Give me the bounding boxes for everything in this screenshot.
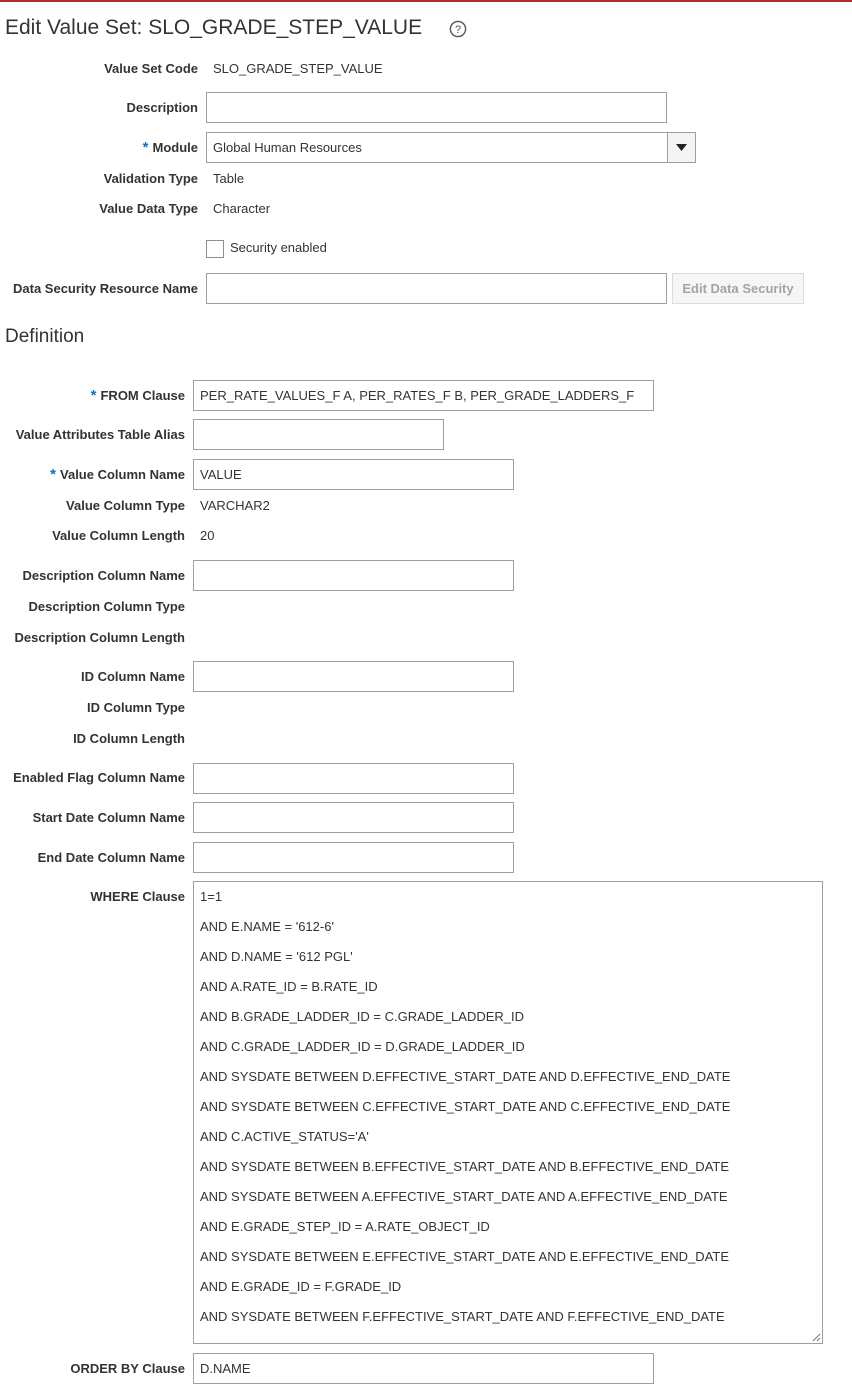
id-column-name-input[interactable] — [193, 661, 514, 692]
where-clause-line: AND B.GRADE_LADDER_ID = C.GRADE_LADDER_ID — [200, 1009, 525, 1024]
required-marker: * — [142, 139, 149, 156]
required-marker: * — [50, 466, 57, 483]
validation-type-value: Table — [213, 171, 245, 186]
where-clause-line: AND SYSDATE BETWEEN F.EFFECTIVE_START_DATE AND F.EFFECTIVE_END_DATE — [200, 1309, 725, 1324]
order-by-clause-input[interactable]: D.NAME — [193, 1353, 654, 1384]
value-attributes-table-alias-label: Value Attributes Table Alias — [15, 427, 185, 442]
module-label: * Module — [142, 139, 198, 156]
where-clause-line: AND SYSDATE BETWEEN A.EFFECTIVE_START_DATE AND A.EFFECTIVE_END_DATE — [200, 1189, 728, 1204]
value-column-type-value: VARCHAR2 — [200, 498, 270, 513]
description-column-name-input[interactable] — [193, 560, 514, 591]
start-date-column-name-input[interactable] — [193, 802, 514, 833]
description-input[interactable] — [206, 92, 667, 123]
definition-section-title: Definition — [5, 326, 85, 347]
data-security-resource-name-label: Data Security Resource Name — [13, 281, 198, 296]
help-circle-icon[interactable] — [449, 20, 467, 38]
value-data-type-label: Value Data Type — [99, 201, 198, 216]
enabled-flag-column-name-input[interactable] — [193, 763, 514, 794]
value-attributes-table-alias-input[interactable] — [193, 419, 444, 450]
where-clause-label: WHERE Clause — [90, 889, 185, 904]
where-clause-textarea[interactable] — [193, 881, 823, 1344]
value-column-type-label: Value Column Type — [66, 498, 185, 513]
where-clause-line: AND C.ACTIVE_STATUS='A' — [200, 1129, 369, 1144]
chevron-down-icon — [676, 144, 687, 151]
value-column-length-value: 20 — [200, 528, 215, 543]
security-enabled-checkbox[interactable] — [206, 240, 224, 258]
id-column-length-label: ID Column Length — [73, 731, 185, 746]
where-clause-line: AND SYSDATE BETWEEN E.EFFECTIVE_START_DATE AND E.EFFECTIVE_END_DATE — [200, 1249, 730, 1264]
where-clause-line: AND E.GRADE_ID = F.GRADE_ID — [200, 1279, 402, 1294]
edit-data-security-button[interactable]: Edit Data Security — [672, 273, 804, 304]
description-label: Description — [126, 100, 198, 115]
value-column-name-input[interactable]: VALUE — [193, 459, 514, 490]
value-column-length-label: Value Column Length — [52, 528, 185, 543]
where-clause-line: 1=1 — [200, 889, 223, 904]
value-data-type-value: Character — [213, 201, 271, 216]
where-clause-line: AND D.NAME = '612 PGL' — [200, 949, 353, 964]
resize-grip-icon[interactable] — [811, 1332, 821, 1342]
where-clause-line: AND E.NAME = '612-6' — [200, 919, 334, 934]
module-dropdown-button[interactable] — [667, 132, 696, 163]
description-column-name-label: Description Column Name — [22, 568, 185, 583]
where-clause-line: AND E.GRADE_STEP_ID = A.RATE_OBJECT_ID — [200, 1219, 490, 1234]
validation-type-label: Validation Type — [103, 171, 198, 186]
svg-text:?: ? — [454, 24, 462, 36]
order-by-clause-label: ORDER BY Clause — [70, 1361, 185, 1376]
top-accent-bar — [0, 0, 852, 2]
page-title: Edit Value Set: SLO_GRADE_STEP_VALUE — [5, 16, 423, 39]
description-column-type-label: Description Column Type — [28, 599, 185, 614]
security-enabled-label: Security enabled — [230, 240, 327, 255]
from-clause-label: * FROM Clause — [90, 387, 185, 404]
value-column-name-label: * Value Column Name — [50, 466, 185, 483]
end-date-column-name-input[interactable] — [193, 842, 514, 873]
start-date-column-name-label: Start Date Column Name — [32, 810, 185, 825]
end-date-column-name-label: End Date Column Name — [37, 850, 185, 865]
id-column-name-label: ID Column Name — [80, 669, 185, 684]
where-clause-line: AND SYSDATE BETWEEN C.EFFECTIVE_START_DATE AND C.EFFECTIVE_END_DATE — [200, 1099, 731, 1114]
module-select[interactable]: Global Human Resources — [206, 132, 668, 163]
enabled-flag-column-name-label: Enabled Flag Column Name — [13, 770, 185, 785]
value-set-code-label: Value Set Code — [104, 61, 198, 76]
required-marker: * — [90, 387, 97, 404]
description-column-length-label: Description Column Length — [14, 630, 185, 645]
from-clause-input[interactable]: PER_RATE_VALUES_F A, PER_RATES_F B, PER_GRADE_LADDERS_F — [193, 380, 654, 411]
where-clause-line: AND C.GRADE_LADDER_ID = D.GRADE_LADDER_ID — [200, 1039, 525, 1054]
data-security-resource-name-input[interactable] — [206, 273, 667, 304]
where-clause-line: AND SYSDATE BETWEEN B.EFFECTIVE_START_DATE AND B.EFFECTIVE_END_DATE — [200, 1159, 730, 1174]
where-clause-line: AND A.RATE_ID = B.RATE_ID — [200, 979, 378, 994]
id-column-type-label: ID Column Type — [87, 700, 185, 715]
where-clause-line: AND SYSDATE BETWEEN D.EFFECTIVE_START_DATE AND D.EFFECTIVE_END_DATE — [200, 1069, 731, 1084]
value-set-code-value: SLO_GRADE_STEP_VALUE — [213, 61, 383, 76]
